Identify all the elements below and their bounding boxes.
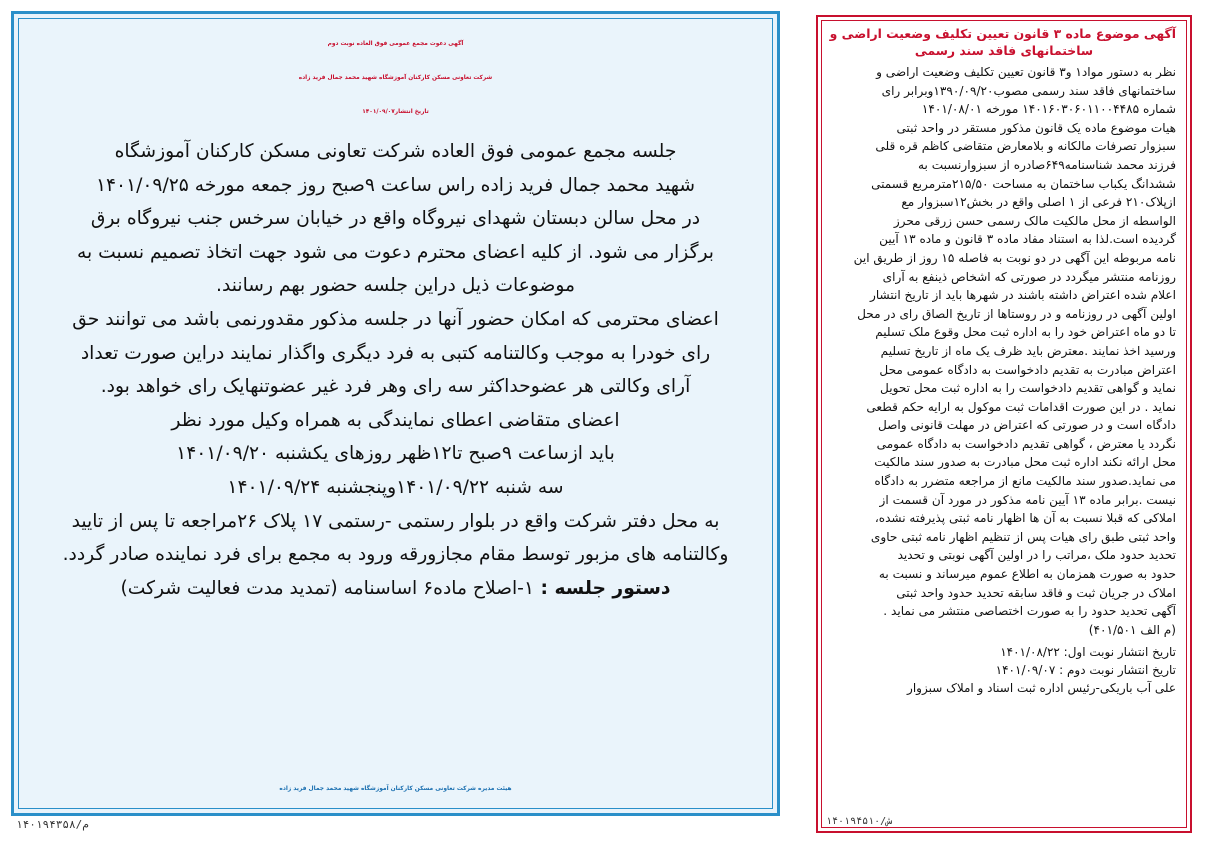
land-notice-panel	[821, 20, 1187, 828]
land-notice-frame	[816, 15, 1192, 833]
land-body-line: محل ارائه نکند اداره ثبت محل مبادرت به صدور سند مالکیت	[874, 455, 1176, 470]
body-line: وکالتنامه های مزبور توسط مقام مجازورقه ورود به مجمع برای فرد نماینده صادر گردد.	[62, 544, 729, 566]
land-body-line: سبزوار تصرفات مالکانه و بلامعارض متقاضی کاظم قره قلی	[875, 139, 1176, 154]
land-body-line: نیست .برابر ماده ۱۳ آیین نامه مذکور در مورد آن قسمت از	[879, 492, 1176, 507]
land-body-line: نگردد یا معترض ، گواهی تقدیم دادخواست به دادگاه عمومی	[876, 436, 1176, 451]
land-body-line: اعلام شده اعتراض داشته باشند در شهرها باید از تاریخ انتشار	[870, 288, 1176, 303]
land-body-line: نظر به دستور مواد۱ و۳ قانون تعیین تکلیف وضعیت اراضی و	[876, 65, 1176, 79]
land-body-line: دادگاه است و در صورتی که اعتراض در مهلت قانونی واصل	[877, 418, 1176, 433]
body-line: در محل سالن دبستان شهدای نیروگاه واقع در خیابان سرخس جنب نیروگاه برق	[90, 208, 701, 230]
land-body-line: (م الف ۴۰۱/۵۰۱)	[1088, 622, 1176, 637]
land-body-line: ازپلاک۲۱۰ فرعی از ۱ اصلی واقع در بخش۱۲سبزوار مع	[901, 195, 1176, 210]
notice-headline: آگهی دعوت مجمع عمومی فوق العاده نوبت دوم	[327, 41, 464, 47]
land-body-line: ششدانگ یکباب ساختمان به مساحت ۲۱۵/۵۰مترمربع قسمتی	[871, 176, 1176, 191]
body-line: موضوعات ذیل دراین جلسه حضور بهم رسانند.	[216, 275, 575, 297]
land-body-line: ساختمانهای فاقد سند رسمی مصوب۱۳۹۰/۰۹/۲۰وبرابر رای	[881, 83, 1176, 98]
body-line: اعضای متقاضی اعطای نمایندگی به همراه وکیل مورد نظر	[171, 409, 620, 431]
land-body-line: می نماید.صدور سند مالکیت مانع از مراجعه متضرر به دادگاه	[874, 474, 1176, 489]
second-publish-date: تاریخ انتشار نوبت دوم : ۱۴۰۱/۰۹/۰۷	[995, 663, 1176, 678]
land-body-line: نامه مربوطه این آگهی در دو نوبت به فاصله ۱۵ روز از طریق این	[853, 250, 1176, 265]
land-notice-title: ساختمانهای فاقد سند رسمی	[914, 43, 1094, 58]
land-notice-title: آگهی موضوع ماده ۳ قانون تعیین تکلیف وضعیت اراضی و	[829, 26, 1176, 41]
board-signature: هیئت مدیره شرکت تعاونی مسکن کارکنان آموزشگاه شهید محمد جمال فرید زاده	[279, 786, 512, 792]
meeting-notice-frame	[11, 11, 780, 816]
land-body-line: نماید . در این صورت اقدامات ثبت موکول به ارایه حکم قطعی	[866, 399, 1176, 414]
left-reference-code: ۱۴۰۱۹۴۳۵۸/م	[16, 818, 89, 831]
body-line: برگزار می شود. از کلیه اعضای محترم دعوت می شود جهت اتخاذ تصمیم نسبت به	[77, 241, 714, 263]
land-body-line: اولین آگهی در روزنامه و در روستاها از تاریخ الصاق رای در محل	[857, 306, 1176, 321]
body-line: رای خودرا به موجب وکالتنامه کتبی به فرد دیگری واگذار نمایند دراین صورت تعداد	[80, 342, 711, 364]
land-body-line: حدود به صورت همزمان به اطلاع عموم میرساند و نسبت به	[878, 567, 1176, 582]
body-line: اعضای محترمی که امکان حضور آنها در جلسه مذکور مقدورنمی باشد می توانند حق	[72, 308, 719, 330]
registry-signature: علی آب باریکی-رئیس اداره ثبت اسناد و املاک سبزوار	[907, 681, 1176, 696]
notice-body	[19, 135, 772, 605]
body-line: جلسه مجمع عمومی فوق العاده شرکت تعاونی مسکن کارکنان آموزشگاه	[114, 141, 677, 162]
land-body-line: شماره ۱۴۰۱۶۰۳۰۶۰۱۱۰۰۴۴۸۵ مورخه ۱۴۰۱/۰۸/۰۱	[921, 102, 1176, 117]
meeting-notice-panel	[18, 18, 773, 809]
body-line: آرای وکالتی هر عضوحداکثر سه رای وهر فرد غیر عضوتنهایک رای خواهد بود.	[100, 376, 691, 398]
first-publish-date: تاریخ انتشار نوبت اول: ۱۴۰۱/۰۸/۲۲	[1000, 645, 1176, 660]
right-reference-code: ۱۴۰۱۹۴۵۱۰/ش	[826, 816, 893, 827]
land-body-line: املاکی که قبلا نسبت به آن ها اظهار نامه ثبتی پذیرفته نشده،	[874, 511, 1176, 526]
land-body-line: املاک در جریان ثبت و فاقد سابقه تحدید حدود واحد ثبتی	[896, 585, 1176, 600]
body-line: به محل دفتر شرکت واقع در بلوار رستمی -رستمی ۱۷ پلاک ۲۶مراجعه تا پس از تایید	[71, 510, 720, 532]
land-body-line: الواسطه از محل مالکیت مالک رسمی حسن زرقی محرز	[893, 213, 1176, 228]
agenda-line	[33, 572, 758, 606]
land-body-line: فرزند محمد شناسنامه۶۴۹صادره از سبزوارنسبت به	[918, 157, 1176, 172]
land-body-line: تا دو ماه اعتراض خود را به اداره ثبت محل وقوع ملک تسلیم	[875, 325, 1176, 340]
land-body-line: تحدید حدود ملک ،مراتب را در اولین آگهی نوبتی و تحدید	[897, 548, 1176, 563]
agenda-label: دستور جلسه :	[540, 577, 671, 599]
agenda-text: ۱-اصلاح ماده۶ اساسنامه (تمدید مدت فعالیت شرکت)	[120, 577, 534, 599]
land-body-line: گردیده است.لذا به استناد مفاد ماده ۳ قانون و ماده ۱۳ آیین	[879, 232, 1176, 247]
body-line: باید ازساعت ۹صبح تا۱۲ظهر روزهای یکشنبه ۱۴۰۱/۰۹/۲۰	[176, 443, 615, 465]
company-name-headline: شرکت تعاونی مسکن کارکنان آموزشگاه شهید محمد جمال فرید زاده	[298, 75, 493, 81]
land-body-line: هیات موضوع ماده یک قانون مذکور مستقر در واحد ثبتی	[896, 120, 1176, 135]
land-body-line: روزنامه منتشر میگردد در صورتی که اشخاص ذینفع به آرای	[882, 269, 1176, 284]
land-body-line: ورسید اخذ نمایند .معترض باید ظرف یک ماه از تاریخ تسلیم	[880, 343, 1176, 358]
body-line: شهید محمد جمال فرید زاده راس ساعت ۹صبح روز جمعه مورخه ۱۴۰۱/۰۹/۲۵	[95, 174, 696, 196]
land-body-line: آگهی تحدید حدود را به صورت اختصاصی منتشر می نماید .	[883, 604, 1176, 619]
publish-date-headline: تاریخ انتشار۱۴۰۱/۰۹/۰۷	[362, 109, 429, 115]
land-body-line: اعتراض مبادرت به تقدیم دادخواست به دادگاه عمومی محل	[879, 362, 1176, 377]
land-body-line: واحد ثبتی طبق رای هیات پس از تنظیم اظهار نامه ثبتی حاوی	[870, 529, 1176, 544]
land-body-line: نماید و گواهی تقدیم دادخواست را به اداره ثبت محل تحویل	[880, 381, 1176, 396]
body-line: سه شنبه ۱۴۰۱/۰۹/۲۲وپنجشنبه ۱۴۰۱/۰۹/۲۴	[227, 476, 564, 498]
